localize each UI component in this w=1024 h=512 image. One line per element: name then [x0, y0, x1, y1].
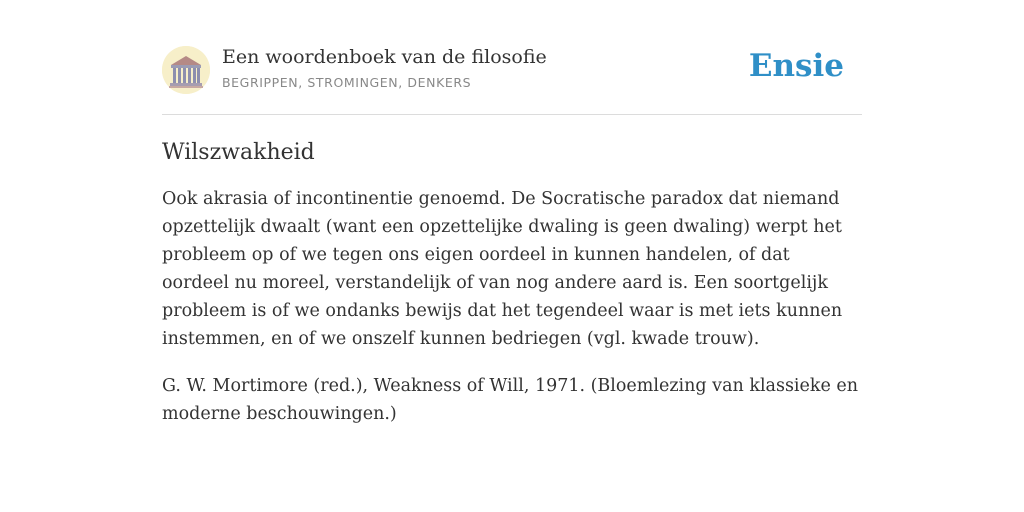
article-title: Wilszwakheid	[162, 140, 315, 165]
brand-logo[interactable]: Ensie	[748, 48, 844, 84]
site-title[interactable]: Een woordenboek van de filosofie	[222, 46, 547, 68]
article	[162, 136, 862, 447]
article-reference: G. W. Mortimore (red.), Weakness of Will, 1971. (Bloemlezing van klassieke en moderne beschouwingen.)	[162, 376, 859, 424]
article-paragraph: Ook akrasia of incontinentie genoemd. De Socratische paradox dat niemand opzettelijk dwaalt (want een opzettelijke dwaling is geen dwaling) werpt het probleem op of we tegen ons eigen oordeel in kunnen handelen, of dat oordeel nu moreel, verstandelijk of van nog andere aard is. Een soortgelijk probleem is of we ondanks bewijs dat het tegendeel waar is met iets kunnen instemmen, en of we onszelf kunnen bedriegen (vgl. kwade trouw).	[162, 189, 843, 349]
temple-icon[interactable]	[162, 46, 210, 94]
site-header	[162, 44, 862, 115]
site-subtitle: BEGRIPPEN, STROMINGEN, DENKERS	[222, 75, 472, 90]
